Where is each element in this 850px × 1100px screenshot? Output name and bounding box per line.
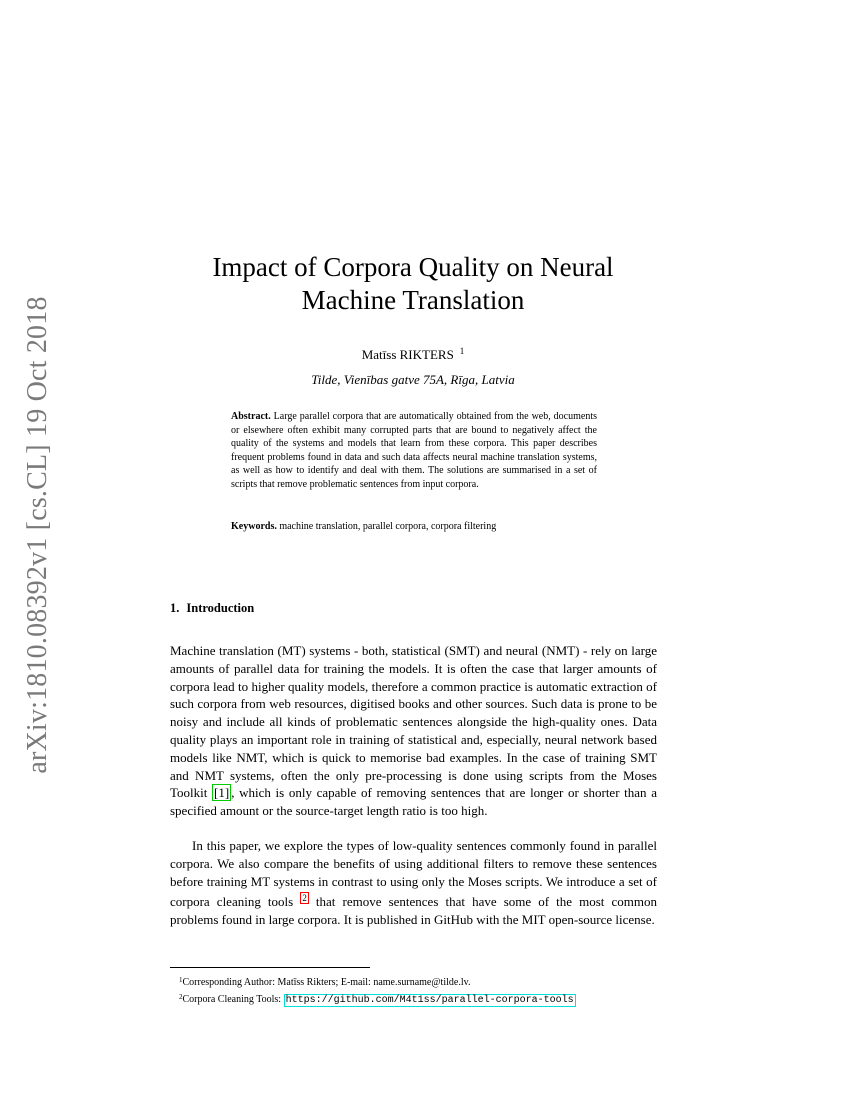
footnote-2 xyxy=(179,990,576,1008)
p1-text-before: Machine translation (MT) systems - both, statistical (SMT) and neural (NMT) - rely on large amounts of parallel data for training the models. It is often the case that larger amounts of corpora lead to higher quality models, therefore a common practice is automatic extraction of such corpora from web resources, digitised books and other sources. Such data is prone to be noisy and include all kinds of problematic sentences alongside the high-quality ones. Data quality plays an important role in training of statistical and, especially, neural network based models like NMT, which is quick to memorise bad examples. In the case of training SMT and NMT systems, often the only pre-processing is done using scripts from the Moses Toolkit xyxy=(170,643,657,801)
abstract xyxy=(231,410,597,491)
abstract-text: Large parallel corpora that are automatically obtained from the web, documents or elsewhere often exhibit many corrupted parts that are bound to negatively affect the quality of the systems and models that learn from these corpora. This paper describes frequent problems found in data and such data affects neural machine translation systems, as well as how to identify and deal with them. The solutions are summarised in a set of scripts that remove problematic sentences from input corpora. xyxy=(231,411,597,490)
footnote-1-text: Corresponding Author: Matīss Rikters; E-mail: name.surname@tilde.lv. xyxy=(182,977,471,988)
intro-paragraph-1 xyxy=(170,642,657,820)
p2-text-before: In this paper, we explore the types of low-quality sentences commonly found in parallel corpora. We also compare the benefits of using additional filters to remove these sentences before training MT systems in contrast to using only the Moses scripts. We introduce a set of corpora cleaning tools xyxy=(170,838,657,910)
author-name: Matīss RIKTERS xyxy=(361,347,454,362)
keywords xyxy=(231,520,597,533)
intro-paragraph-2 xyxy=(170,837,657,929)
citation-link[interactable]: [1] xyxy=(214,785,230,801)
footnote-2-text: Corpora Cleaning Tools: xyxy=(182,994,284,1005)
author-footnote-mark[interactable]: 1 xyxy=(459,346,465,356)
abstract-label: Abstract. xyxy=(231,411,271,422)
arxiv-watermark: arXiv:1810.08392v1 [cs.CL] 19 Oct 2018 xyxy=(22,296,53,774)
github-url-link[interactable]: https://github.com/M4t1ss/parallel-corpora-tools xyxy=(285,995,574,1006)
affiliation: Tilde, Vienības gatve 75A, Rīga, Latvia xyxy=(311,372,515,387)
title-line-2: Machine Translation xyxy=(301,285,525,315)
section-number: 1. xyxy=(170,601,180,615)
footnote-rule xyxy=(170,967,370,968)
footnote-2-mark: 2 xyxy=(179,993,183,1001)
footnote-ref-link[interactable]: 2 xyxy=(302,893,307,904)
section-heading xyxy=(170,601,254,616)
keywords-text: machine translation, parallel corpora, corpora filtering xyxy=(279,521,497,532)
footnote-1-mark: 1 xyxy=(179,976,183,984)
title-line-1: Impact of Corpora Quality on Neural xyxy=(212,252,614,282)
footnotes xyxy=(179,973,576,1008)
section-title: Introduction xyxy=(186,601,255,615)
author xyxy=(170,346,656,363)
paper-title xyxy=(170,251,656,317)
p2-text-after: that remove sentences that have some of the most common problems found in large corpora. It is published in GitHub with the MIT open-source license. xyxy=(170,894,658,928)
p1-text-after: , which is only capable of removing sentences that are longer or shorter than a specified amount or the source-target length ratio is too high. xyxy=(170,785,657,819)
keywords-label: Keywords. xyxy=(231,521,277,532)
footnote-1 xyxy=(179,973,576,990)
